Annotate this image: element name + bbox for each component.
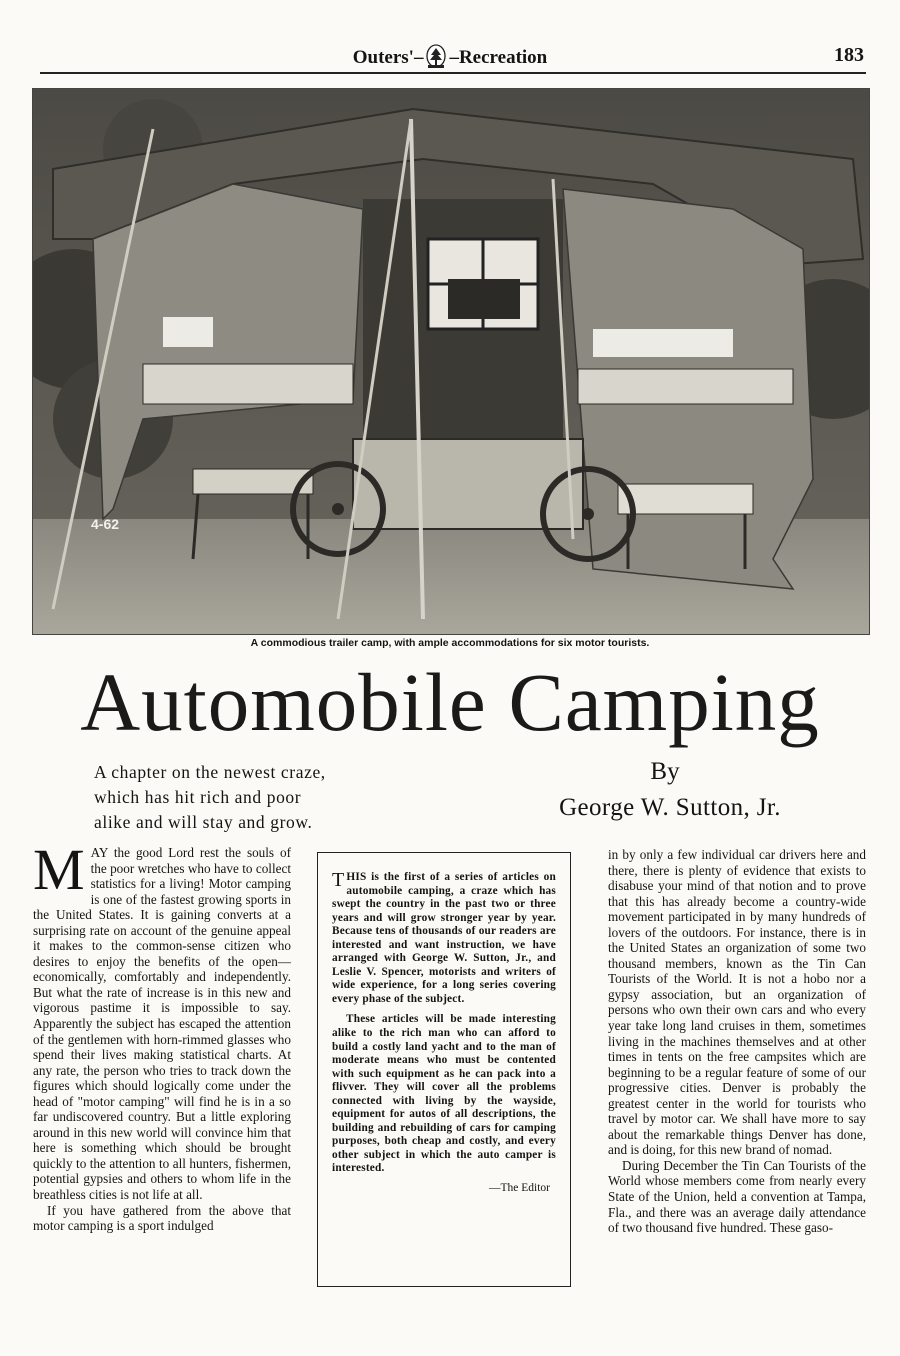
photo-plate-number: 4-62 [91, 516, 120, 532]
editor-note-paragraph: These articles will be made interesting alike to the rich man who can afford to build a costly land yacht and to the man of moderate means who must be contented with such equipment as he can pack into a flivver. They will cover all the problems connected with living by the wayside, equipment for autos of all descriptions, the building and rebuilding of cars for camping purposes, both cheap and costly, and every other subject in which the auto camper is interested. [332, 1013, 556, 1175]
photo-caption: A commodious trailer camp, with ample accommodations for six motor tourists. [250, 637, 650, 649]
editor-note-paragraph [332, 871, 556, 1006]
article-headline: Automobile Camping [80, 656, 820, 748]
tree-emblem-icon [425, 44, 447, 70]
article-column-1 [33, 837, 291, 1234]
deck-line: alike and will stay and grow. [94, 812, 313, 832]
running-header [0, 44, 900, 70]
article-deck [94, 760, 394, 835]
header-rule [40, 72, 866, 74]
editor-note-text: HIS is the first of a series of articles on automobile camping, a craze which has swept the country in the past two or three years and will grow stronger year by year. Because tens of thousands of our readers are interested and want instruction, we have arranged with George W. Sutton, Jr., and Leslie V. Spencer, motorists and writers of wide experience, for a long series covering every phase of the subject. [332, 871, 556, 1005]
header-title-right: Recreation [458, 47, 548, 68]
editor-signoff: —The Editor [489, 1182, 550, 1195]
editor-note-cap: T [332, 869, 345, 891]
paragraph: If you have gathered from the above that motor camping is a sport indulged [33, 1202, 291, 1234]
paragraph-text: AY the good Lord rest the souls of the poor wretches who have to collect statistics for a living! Motor camping is one of the fastest growing sports in the United States. It is gaining converts at a surprising rate on account of the genuine appeal it makes to the common-sense citizen who desires to enjoy the benefits of the open—economically, comfortably and independently. But what the rate of increase is in this new and vigorous pastime it is impossible to say. Apparently the subject has escaped the attention of the gentlemen with horn-rimmed glasses who spend their lives making statistical charts. At any rate, the person who tries to track down the figures which should logically come under the head of "motor camping" will find he is in a so far undiscovered country. But a little exploring around in this new world will convince him that here is something which should be brought quickly to the attention to all hunters, fishermen, potential gypsies and others to whom life in the breathless cities is not life at all. [33, 845, 291, 1203]
page-number: 183 [834, 44, 864, 66]
deck-line: which has hit rich and poor [94, 787, 302, 807]
trailer-camp-photo [32, 88, 870, 635]
paragraph: in by only a few individual car drivers here and there, there is plenty of evidence that exists to disabuse your mind of that notion and to prove that this has already become a country-wide movement participated in by many hundreds of lovers of the outdoors. For instance, there is in the United States an organization of some two thousand members, known as the Tin Can Tourists of the World. It is not a hobo nor a gypsy association, but an organization of persons who own their own cars and who every year take long land cruises in them, sometimes living in the machines themselves and at other times in tents on the free campsites which are beginning to be a regular feature of some of our progressive cities. Denver is probably the greatest center in the world for tourists who travel by motor car. We shall have more to say about the remarkable things Denver has done, and is doing, for this new brand of nomad. [608, 847, 866, 1158]
byline-author: George W. Sutton, Jr. [559, 794, 781, 821]
editor-note-box [317, 852, 571, 1287]
header-dash-left: – [413, 47, 424, 68]
drop-cap: M [33, 837, 85, 902]
article-column-3 [608, 847, 866, 1236]
byline-by: By [650, 758, 680, 785]
paragraph [33, 837, 291, 1203]
header-title-left: Outers' [352, 47, 414, 68]
paragraph: During December the Tin Can Tourists of the World whose members come from nearly every State of the Union, held a convention at Tampa, Fla., and there was an average daily attendance of two thousand five hundred. These gaso- [608, 1157, 866, 1236]
deck-line: A chapter on the newest craze, [94, 762, 326, 782]
header-dash-right: – [449, 47, 459, 68]
